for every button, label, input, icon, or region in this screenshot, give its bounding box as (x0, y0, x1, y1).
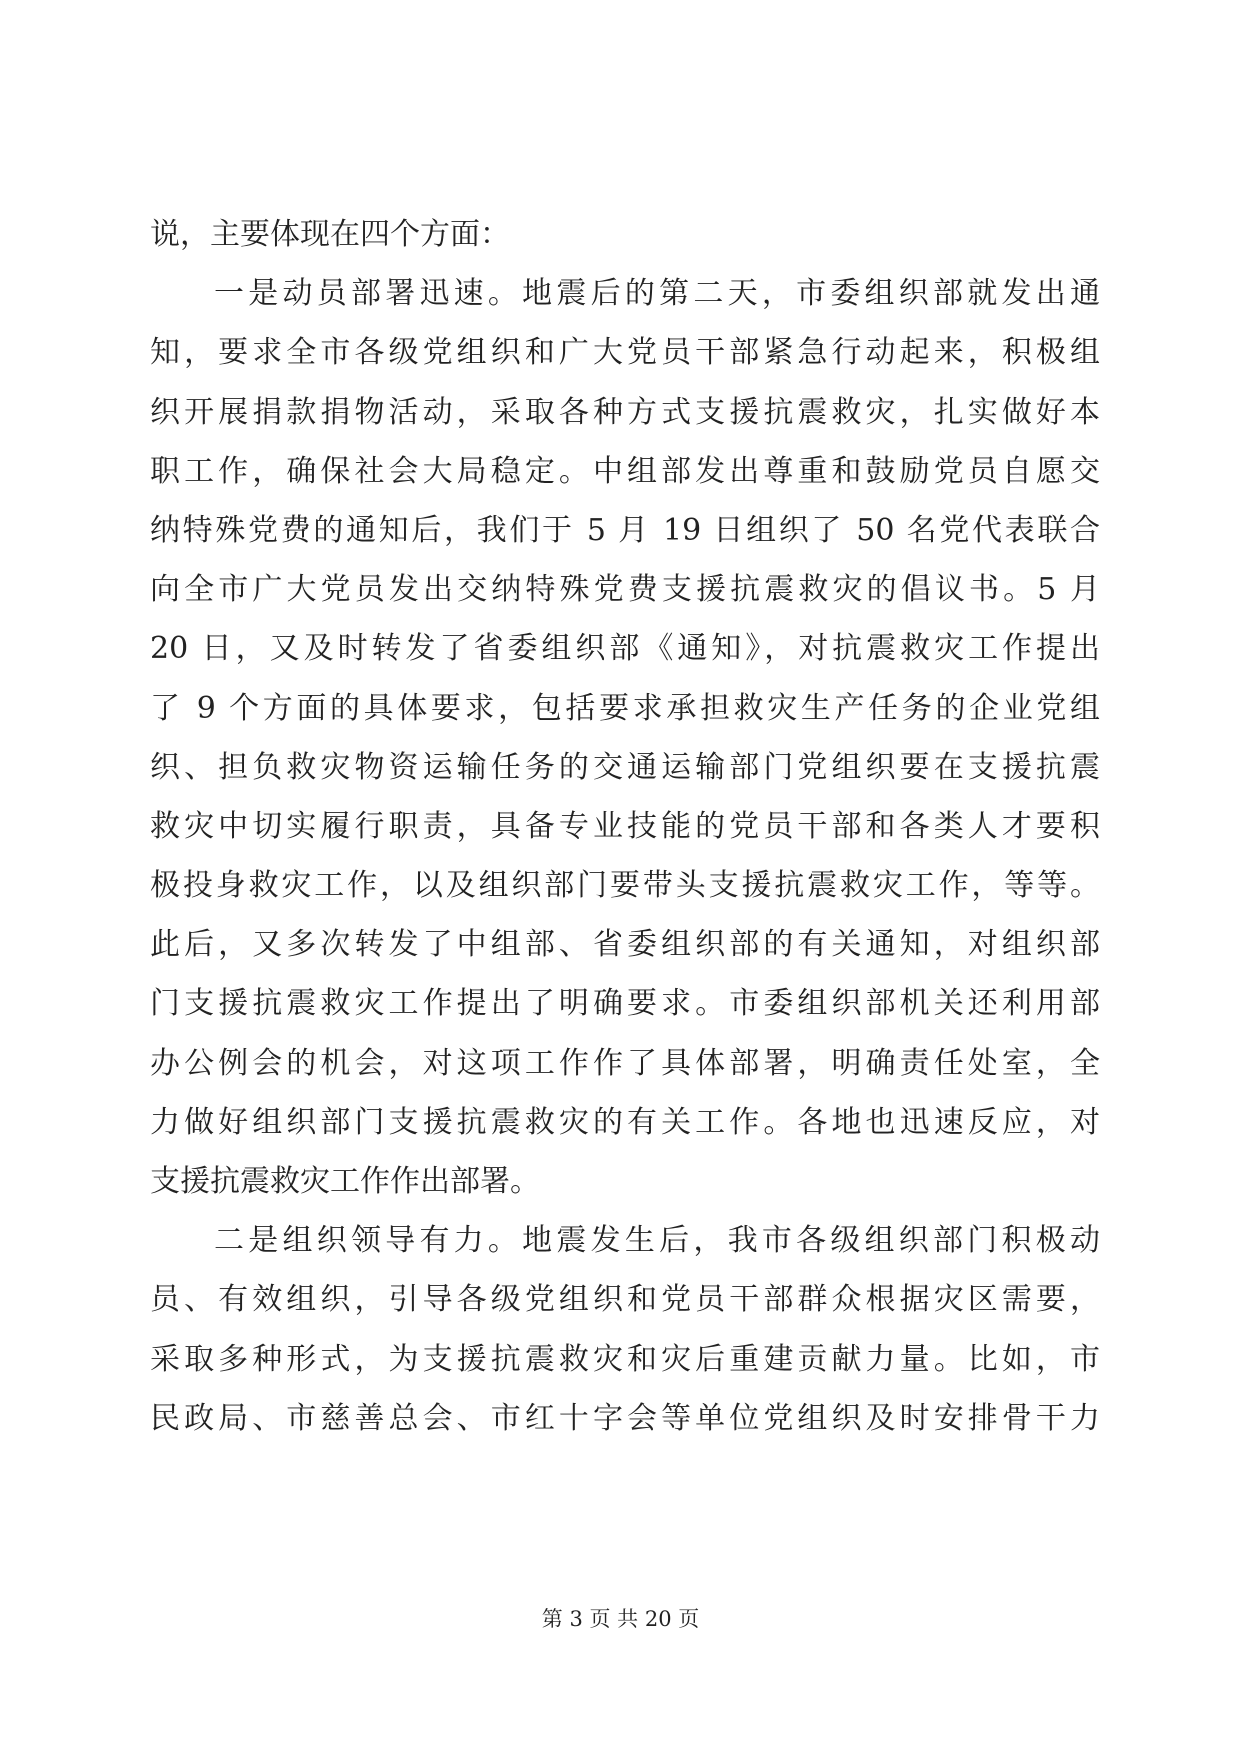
text-line: 员、有效组织，引导各级党组织和党员干部群众根据灾区需要， (150, 1282, 1100, 1318)
text-line: 向全市广大党员发出交纳特殊党费支援抗震救灾的倡议书。5 月 (150, 572, 1100, 608)
document-body (150, 205, 1100, 1448)
page-number-footer: 第 3 页 共 20 页 (541, 1607, 700, 1631)
text-line: 二是组织领导有力。地震发生后，我市各级组织部门积极动 (214, 1223, 1100, 1259)
text-line: 了 9 个方面的具体要求，包括要求承担救灾生产任务的企业党组 (150, 690, 1100, 726)
text-line: 力做好组织部门支援抗震救灾的有关工作。各地也迅速反应，对 (150, 1104, 1100, 1140)
text-line: 20 日，又及时转发了省委组织部《通知》，对抗震救灾工作提出 (150, 631, 1100, 667)
text-line: 办公例会的机会，对这项工作作了具体部署，明确责任处室，全 (150, 1045, 1100, 1081)
text-line: 纳特殊党费的通知后，我们于 5 月 19 日组织了 50 名党代表联合 (150, 512, 1100, 548)
text-line: 支援抗震救灾工作作出部署。 (150, 1164, 540, 1199)
text-line: 采取多种形式，为支援抗震救灾和灾后重建贡献力量。比如，市 (150, 1341, 1100, 1377)
text-line: 职工作，确保社会大局稳定。中组部发出尊重和鼓励党员自愿交 (150, 453, 1100, 489)
text-line: 民政局、市慈善总会、市红十字会等单位党组织及时安排骨干力 (150, 1400, 1100, 1436)
text-line: 救灾中切实履行职责，具备专业技能的党员干部和各类人才要积 (150, 808, 1100, 844)
text-line: 此后，又多次转发了中组部、省委组织部的有关通知，对组织部 (150, 927, 1100, 963)
text-line: 一是动员部署迅速。地震后的第二天，市委组织部就发出通 (214, 276, 1100, 312)
text-line: 织、担负救灾物资运输任务的交通运输部门党组织要在支援抗震 (150, 749, 1100, 785)
text-line: 极投身救灾工作，以及组织部门要带头支援抗震救灾工作，等等。 (150, 868, 1100, 904)
text-line: 织开展捐款捐物活动，采取各种方式支援抗震救灾，扎实做好本 (150, 394, 1100, 430)
text-line: 门支援抗震救灾工作提出了明确要求。市委组织部机关还利用部 (150, 986, 1100, 1022)
text-line: 说，主要体现在四个方面： (150, 217, 510, 252)
text-line: 知，要求全市各级党组织和广大党员干部紧急行动起来，积极组 (150, 335, 1100, 371)
